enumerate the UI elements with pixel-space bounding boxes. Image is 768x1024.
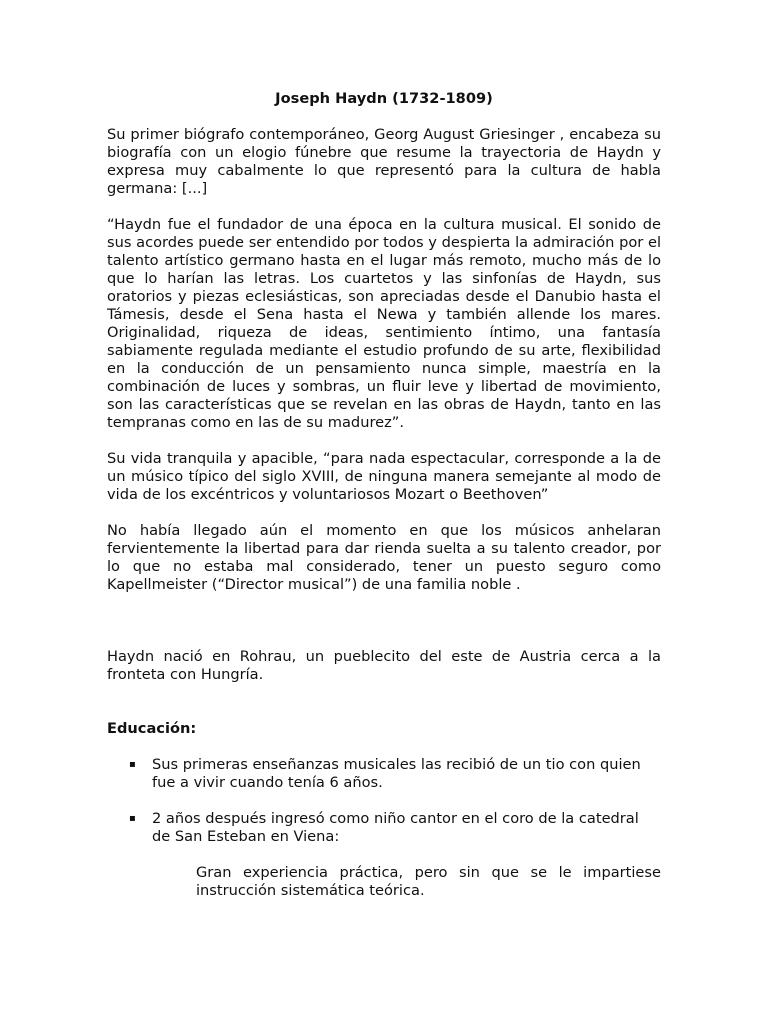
bullet-icon: ▪ — [129, 813, 136, 824]
paragraph-kapellmeister: No había llegado aún el momento en que los músicos anhelaran fervientemente la libertad para dar rienda suelta a su talento creador, por lo que no estaba mal considerado, tener un puesto seguro como Kapellmeister (“Director musical”) de una familia noble . — [107, 522, 661, 593]
list-item — [107, 810, 661, 846]
paragraph-life: Su vida tranquila y apacible, “para nada espectacular, corresponde a la de un músico típico del siglo XVIII, de ninguna manera semejante al modo de vida de los excéntricos y voluntariosos Mozart o Beethoven” — [107, 450, 661, 503]
paragraph-birthplace: Haydn nació en Rohrau, un pueblecito del este de Austria cerca a la fronteta con Hungría. — [107, 648, 661, 683]
paragraph-intro: Su primer biógrafo contemporáneo, Georg August Griesinger , encabeza su biografía con un elogio fúnebre que resume la trayectoria de Haydn y expresa muy cabalmente lo que representó para la cultura de habla germana: [...] — [107, 126, 661, 197]
list-item-text: Sus primeras enseñanzas musicales las recibió de un tio con quien fue a vivir cuando tenía 6 años. — [152, 756, 641, 791]
bullet-icon: ▪ — [129, 759, 136, 770]
document-page — [107, 90, 661, 900]
education-list — [107, 756, 661, 846]
document-title: Joseph Haydn (1732-1809) — [275, 90, 493, 107]
section-heading-education: Educación: — [107, 720, 197, 737]
paragraph-quote: “Haydn fue el fundador de una época en la cultura musical. El sonido de sus acordes puede ser entendido por todos y despierta la admiración por el talento artístico germano hasta en el lugar más remoto, mucho más de lo que lo harían las letras. Los cuartetos y las sinfonías de Haydn, sus oratorios y piezas eclesiásticas, son apreciadas desde el Danubio hasta el Támesis, desde el Sena hasta el Newa y también allende los mares. Originalidad, riqueza de ideas, sentimiento íntimo, una fantasía sabiamente regulada mediante el estudio profundo de su arte, flexibilidad en la conducción de un pensamiento nunca simple, maestría en la combinación de luces y sombras, un fluir leve y libertad de movimiento, son las características que se revelan en las obras de Haydn, tanto en las tempranas como en las de su madurez”. — [107, 216, 661, 431]
list-item-text: 2 años después ingresó como niño cantor en el coro de la catedral de San Esteban en Viena: — [152, 810, 639, 845]
list-item — [107, 756, 661, 792]
indented-note: Gran experiencia práctica, pero sin que se le impartiese instrucción sistemática teórica. — [196, 864, 661, 899]
